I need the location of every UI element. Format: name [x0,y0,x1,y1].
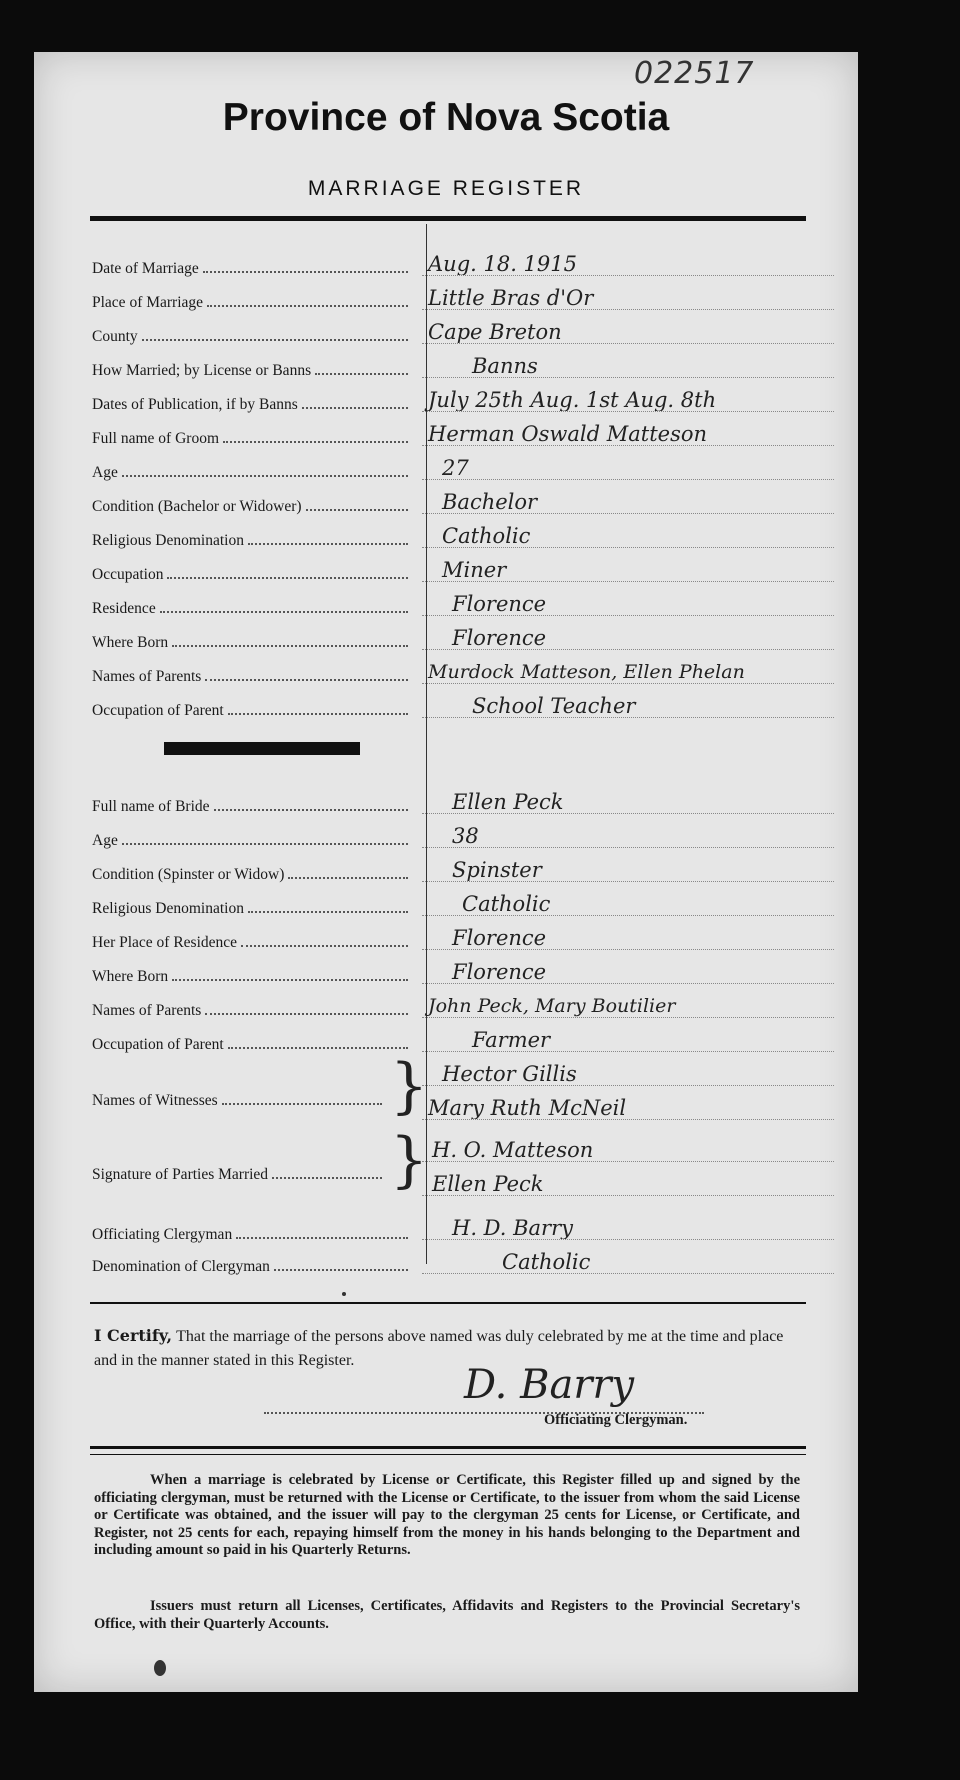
certification-text [94,1324,794,1373]
label-parties: Signature of Parties Married [92,1162,382,1184]
page-subtitle: MARRIAGE REGISTER [307,177,585,200]
value-dates-of-publication: July 25th Aug. 1st Aug. 8th [422,388,834,412]
register-form [34,52,858,1692]
value-clergyman-denomination: Catholic [422,1250,834,1274]
notice-top-rule-1 [90,1446,806,1449]
label-date-of-marriage: Date of Marriage [92,256,408,278]
title-rule [90,216,806,221]
value-groom-religion: Catholic [422,524,834,548]
parties-brace: } [390,1125,429,1195]
value-bride-parent-occupation: Farmer [422,1028,834,1052]
notice-paragraph-2: Issuers must return all Licenses, Certificates, Affidavits and Registers to the Provincial Secretary's Office, with their Quarterly Accounts. [94,1598,800,1632]
notice-top-rule-2 [90,1454,806,1455]
label-groom-parent-occupation: Occupation of Parent [92,698,408,720]
label-groom-parents: Names of Parents [92,664,408,686]
label-groom-condition: Condition (Bachelor or Widower) [92,494,408,516]
value-groom-occupation: Miner [422,558,834,582]
ink-blot [154,1660,166,1676]
value-groom-parent-occupation: School Teacher [422,694,834,718]
label-bride-name: Full name of Bride [92,794,408,816]
value-groom-condition: Bachelor [422,490,834,514]
value-party-1: H. O. Matteson [422,1138,834,1162]
value-date-of-marriage: Aug. 18. 1915 [422,252,834,276]
value-bride-residence: Florence [422,926,834,950]
value-how-married: Banns [422,354,834,378]
value-place-of-marriage: Little Bras d'Or [422,286,834,310]
label-bride-parent-occupation: Occupation of Parent [92,1032,408,1054]
label-clergyman-denomination: Denomination of Clergyman [92,1254,408,1276]
value-witness-2: Mary Ruth McNeil [422,1096,834,1120]
signature-caption: Officiating Clergyman. [544,1412,688,1428]
value-county: Cape Breton [422,320,834,344]
label-bride-religion: Religious Denomination [92,896,408,918]
value-groom-name: Herman Oswald Matteson [422,422,834,446]
page-title: Province of Nova Scotia [222,96,670,139]
certify-body: That the marriage of the persons above named was duly celebrated by me at the time and place and in the manner stated in this Register. [94,1328,784,1369]
label-groom-age: Age [92,460,408,482]
value-bride-condition: Spinster [422,858,834,882]
label-bride-residence: Her Place of Residence [92,930,408,952]
value-groom-birthplace: Florence [422,626,834,650]
value-officiating-clergyman: H. D. Barry [422,1216,834,1240]
label-groom-birthplace: Where Born [92,630,408,652]
certify-lead: I Certify, [94,1326,173,1345]
value-bride-name: Ellen Peck [422,790,834,814]
label-place-of-marriage: Place of Marriage [92,290,408,312]
notice-paragraph-1: When a marriage is celebrated by License or Certificate, this Register filled up and signed by the officiating clergyman, must be returned with the License or Certificate, to the issuer from whom the said License or Certificate was obtained, and the issuer will pay to the clergyman 25 cents for License, or Certificate, and Register, not 25 cents for each, repaying himself from the money in his hands belonging to the Department and including amount so paid in his Quarterly Returns. [94,1472,800,1558]
value-bride-religion: Catholic [422,892,834,916]
clergy-signature: D. Barry [464,1362,635,1408]
document-number: 022517 [634,56,755,91]
label-witnesses: Names of Witnesses [92,1088,382,1110]
form-bottom-rule [90,1302,806,1304]
value-groom-residence: Florence [422,592,834,616]
value-party-2: Ellen Peck [422,1172,834,1196]
value-bride-age: 38 [422,824,834,848]
label-how-married: How Married; by License or Banns [92,358,408,380]
label-dates-of-publication: Dates of Publication, if by Banns [92,392,408,414]
value-groom-age: 27 [422,456,834,480]
label-bride-condition: Condition (Spinster or Widow) [92,862,408,884]
value-groom-parents: Murdock Matteson, Ellen Phelan [422,660,834,684]
label-bride-birthplace: Where Born [92,964,408,986]
witnesses-brace: } [390,1051,429,1121]
label-county: County [92,324,408,346]
label-groom-occupation: Occupation [92,562,408,584]
label-groom-name: Full name of Groom [92,426,408,448]
value-bride-parents: John Peck, Mary Boutilier [422,994,834,1018]
label-officiating-clergyman: Officiating Clergyman [92,1222,408,1244]
label-groom-residence: Residence [92,596,408,618]
value-witness-1: Hector Gillis [422,1062,834,1086]
label-groom-religion: Religious Denomination [92,528,408,550]
value-bride-birthplace: Florence [422,960,834,984]
label-bride-parents: Names of Parents [92,998,408,1020]
label-bride-age: Age [92,828,408,850]
ink-speck [342,1292,346,1296]
bride-section-bar [164,742,360,755]
